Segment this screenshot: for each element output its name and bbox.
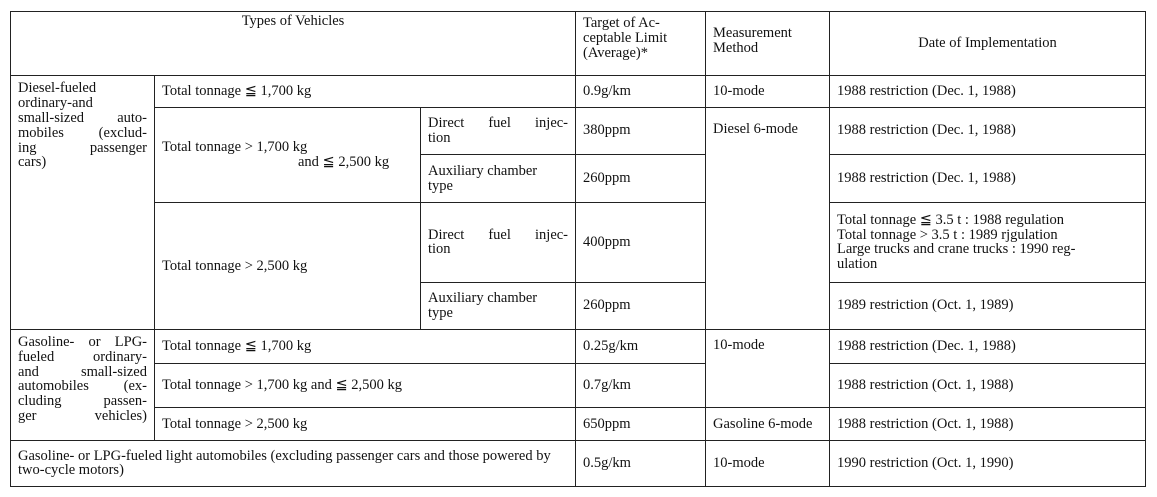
date-cell: 1988 restriction (Dec. 1, 1988) (830, 154, 1146, 202)
group-gasoline-label: Gasoline- or LPG- fueled ordinary- and small-sized automobiles (ex- cluding passen- ger vehicles) (11, 329, 155, 440)
table-row (11, 329, 1146, 363)
target-cell: 260ppm (576, 282, 706, 329)
method-cell: 10-mode (706, 329, 830, 407)
condition-cell (155, 107, 421, 203)
target-cell: 0.25g/km (576, 329, 706, 363)
header-date-of-implementation: Date of Implementation (830, 12, 1146, 76)
subtype-cell: Auxiliary chamber type (421, 282, 576, 329)
condition-cell: Total tonnage > 2,500 kg (155, 203, 421, 330)
subtype-cell: Direct fuel injec- tion (421, 203, 576, 283)
group-light-automobiles-label: Gasoline- or LPG-fueled light automobiles (excluding passenger cars and those powered by two-cycle motors) (11, 440, 576, 486)
date-cell: 1988 restriction (Dec. 1, 1988) (830, 76, 1146, 107)
subtype-cell: Direct fuel injec- tion (421, 107, 576, 154)
date-cell: Total tonnage ≦ 3.5 t : 1988 regulation Total tonnage > 3.5 t : 1989 rjgulation Large trucks and crane trucks : 1990 reg- ulation (830, 203, 1146, 283)
target-cell: 0.7g/km (576, 364, 706, 408)
table-row (11, 440, 1146, 486)
method-cell: 10-mode (706, 440, 830, 486)
condition-cell: Total tonnage ≦ 1,700 kg (155, 76, 576, 107)
target-cell: 0.5g/km (576, 440, 706, 486)
subtype-cell: Auxiliary chamber type (421, 154, 576, 202)
method-cell: Diesel 6-mode (706, 107, 830, 329)
method-cell: Gasoline 6-mode (706, 408, 830, 440)
date-cell: 1990 restriction (Oct. 1, 1990) (830, 440, 1146, 486)
table-row (11, 203, 1146, 283)
method-cell: 10-mode (706, 76, 830, 107)
date-cell: 1989 restriction (Oct. 1, 1989) (830, 282, 1146, 329)
header-types-of-vehicles: Types of Vehicles (11, 12, 576, 76)
table-row (11, 107, 1146, 154)
target-cell: 0.9g/km (576, 76, 706, 107)
target-cell: 400ppm (576, 203, 706, 283)
vehicle-emission-table (10, 11, 1146, 487)
condition-line-1: Total tonnage > 1,700 kg (162, 139, 308, 156)
header-measurement-method: Measurement Method (706, 12, 830, 76)
target-cell: 650ppm (576, 408, 706, 440)
condition-cell: Total tonnage > 1,700 kg and ≦ 2,500 kg (155, 364, 576, 408)
condition-cell: Total tonnage > 2,500 kg (155, 408, 576, 440)
condition-cell: Total tonnage ≦ 1,700 kg (155, 329, 576, 363)
target-cell: 380ppm (576, 107, 706, 154)
group-diesel-label: Diesel-fueled ordinary-and small-sized auto- mobiles (exclud- ing passenger cars) (11, 76, 155, 330)
header-row (11, 12, 1146, 76)
date-cell: 1988 restriction (Dec. 1, 1988) (830, 329, 1146, 363)
table-row (11, 408, 1146, 440)
date-cell: 1988 restriction (Oct. 1, 1988) (830, 364, 1146, 408)
date-cell: 1988 restriction (Oct. 1, 1988) (830, 408, 1146, 440)
target-cell: 260ppm (576, 154, 706, 202)
table-row (11, 364, 1146, 408)
header-target-limit: Target of Ac- ceptable Limit (Average)* (576, 12, 706, 76)
date-cell: 1988 restriction (Dec. 1, 1988) (830, 107, 1146, 154)
condition-line-2: and ≦ 2,500 kg (298, 153, 390, 170)
table-row (11, 76, 1146, 107)
